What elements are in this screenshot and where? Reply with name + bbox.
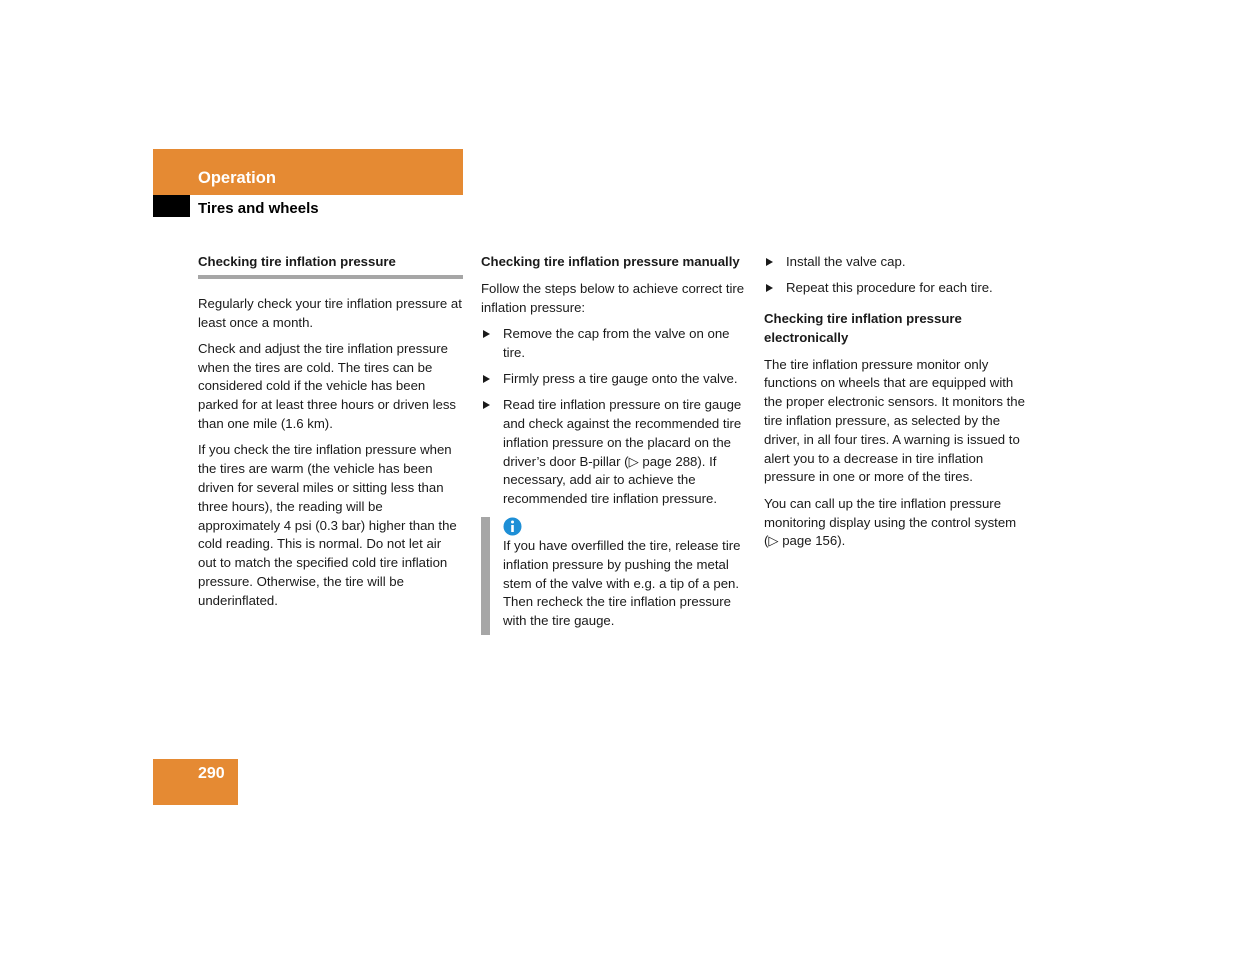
step-text: Repeat this procedure for each tire. <box>786 280 993 296</box>
step-item <box>481 370 745 389</box>
paragraph: The tire inflation pressure monitor only functions on wheels that are equipped with the proper electronic sensors. It monitors the tire inflation pressure, as selected by the driver, in all four tires. A warning is issued to alert you to a decrease in tire inflation pressure in one or more of the tires. <box>764 356 1025 485</box>
intro-paragraph: Follow the steps below to achieve correct tire inflation pressure: <box>481 280 745 315</box>
info-note-bar <box>481 517 490 635</box>
step-text: Read tire inflation pressure on tire gauge and check against the recommended tire inflation pressure on the placard on the driver’s door B-pillar (▷ page 288). If necessary, add air to achieve the recommended tire inflation pressure. <box>503 397 742 507</box>
page-number: 290 <box>198 765 225 782</box>
arrow-bullet-icon <box>766 258 773 266</box>
column-right <box>764 253 1028 559</box>
paragraph: Check and adjust the tire inflation pressure when the tires are cold. The tires can be considered cold if the vehicle has been parked for at least three hours or driven less than one mile (1.6 km). <box>198 340 457 432</box>
step-text: Install the valve cap. <box>786 254 906 269</box>
step-text: Remove the cap from the valve on one tire. <box>503 325 730 360</box>
paragraph: Regularly check your tire inflation pressure at least once a month. <box>198 295 462 330</box>
column-middle <box>481 253 745 635</box>
heading-electronic-check: Checking tire inflation pressure electronically <box>764 311 962 345</box>
step-item <box>481 396 745 509</box>
column-left <box>198 253 463 618</box>
paragraph: You can call up the tire inflation pressure monitoring display using the control system (▷ page 156). <box>764 495 1017 549</box>
step-item <box>764 279 1028 298</box>
page-number-box <box>153 759 238 805</box>
step-item <box>481 325 745 363</box>
heading-checking-pressure: Checking tire inflation pressure <box>198 253 463 279</box>
arrow-bullet-icon <box>766 284 773 292</box>
info-note-text: If you have overfilled the tire, release tire inflation pressure by pushing the metal stem of the valve with e.g. a tip of a pen. Then recheck the tire inflation pressure with the tire gauge. <box>503 538 741 629</box>
section-title: Operation <box>198 169 276 187</box>
subsection-marker <box>153 195 190 217</box>
heading-manual-check: Checking tire inflation pressure manually <box>481 254 740 269</box>
arrow-bullet-icon <box>483 375 490 383</box>
subsection-title: Tires and wheels <box>198 200 319 217</box>
arrow-bullet-icon <box>483 401 490 409</box>
paragraph: If you check the tire inflation pressure when the tires are warm (the vehicle has been driven for several miles or sitting less than three hours), the reading will be approximately 4 psi (0.3 bar) higher than the cold reading. This is normal. Do not let air out to match the specified cold tire inflation pressure. Otherwise, the tire will be underinflated. <box>198 442 457 608</box>
step-text: Firmly press a tire gauge onto the valve. <box>503 370 738 386</box>
step-item <box>764 253 1028 272</box>
arrow-bullet-icon <box>483 330 490 338</box>
info-icon <box>503 517 522 536</box>
info-note <box>481 517 745 635</box>
